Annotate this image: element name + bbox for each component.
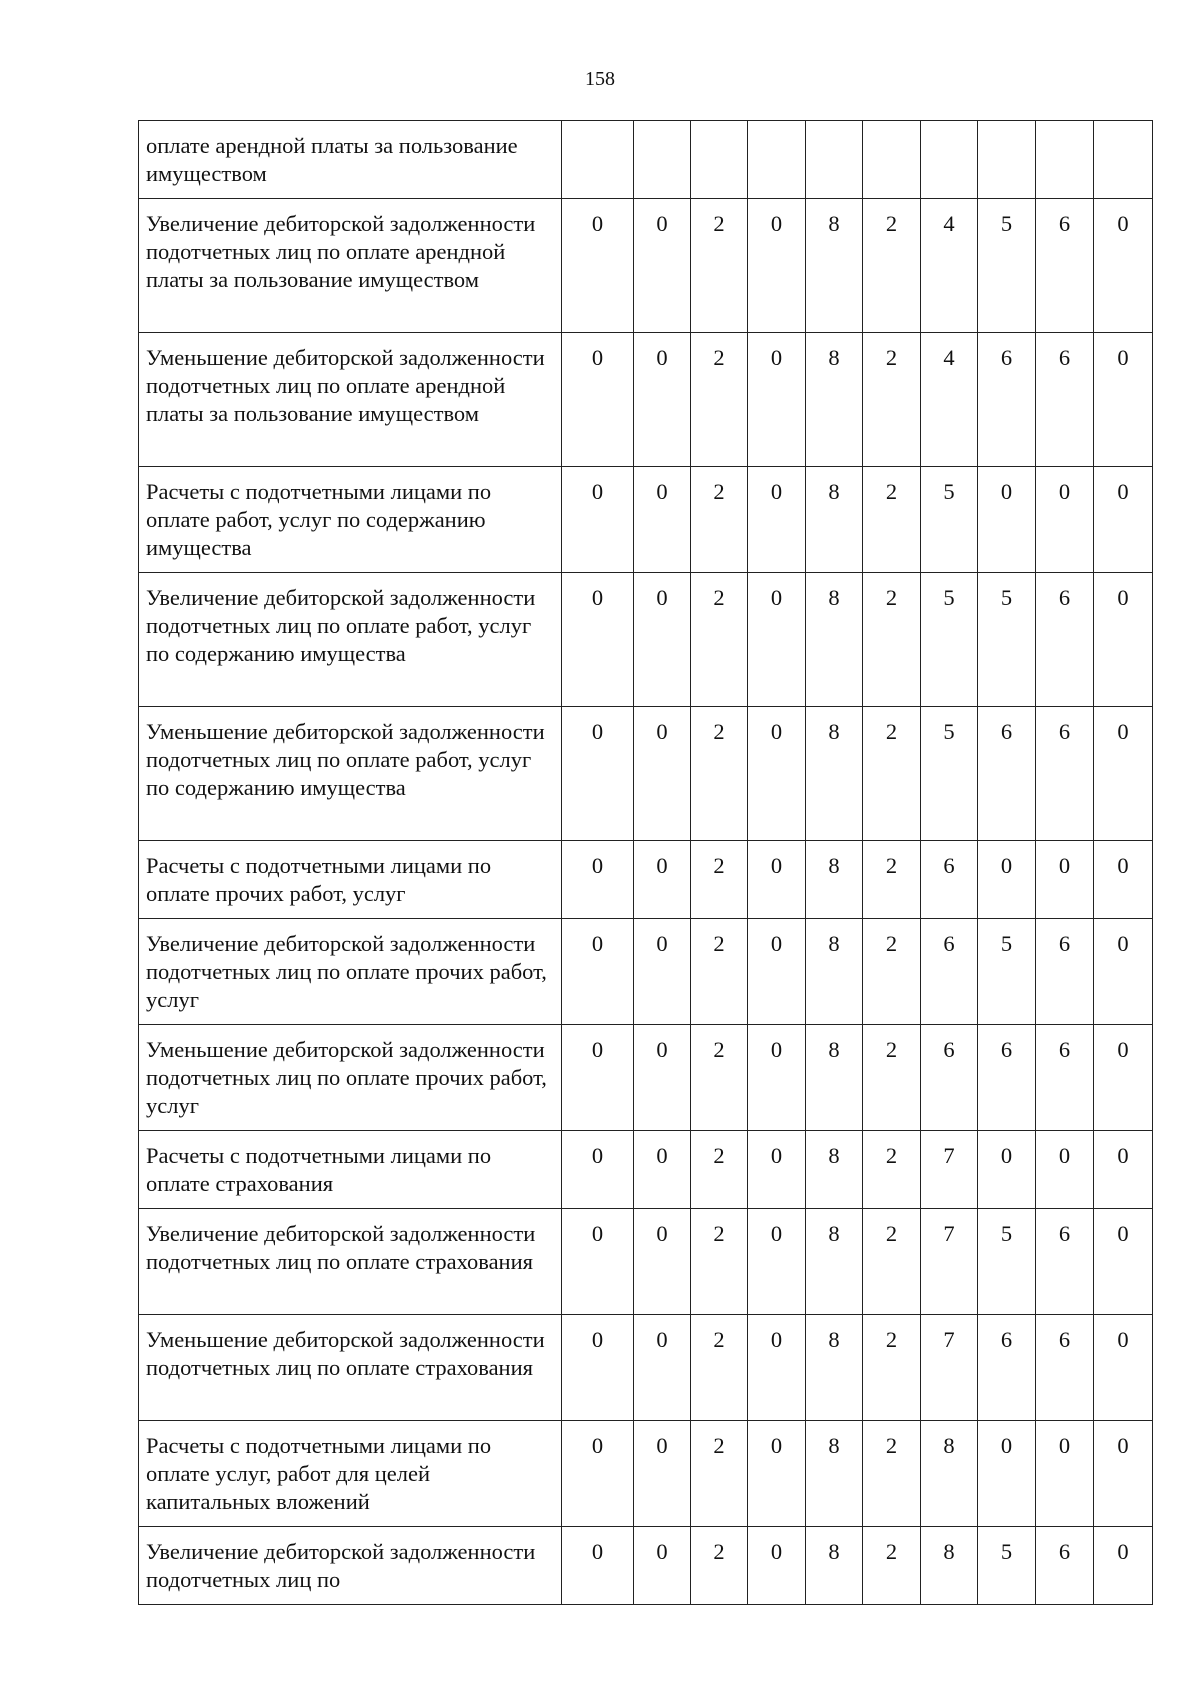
code-digit-cell: 2	[863, 333, 921, 467]
table-row	[139, 467, 1153, 573]
code-digit-cell: 2	[691, 1421, 748, 1527]
code-digit-cell: 7	[921, 1315, 978, 1421]
code-digit-cell: 2	[863, 707, 921, 841]
code-digit-cell: 2	[691, 333, 748, 467]
table-row	[139, 1421, 1153, 1527]
code-digit-cell: 0	[634, 1131, 691, 1209]
code-digit-cell: 0	[748, 1315, 806, 1421]
row-label: оплате арендной платы за пользование имуществом	[139, 121, 562, 199]
code-digit-cell: 8	[806, 1421, 863, 1527]
code-digit-cell: 0	[562, 707, 634, 841]
code-digit-cell: 0	[748, 1131, 806, 1209]
row-label: Расчеты с подотчетными лицами по оплате страхования	[139, 1131, 562, 1209]
code-digit-cell: 0	[1094, 1131, 1153, 1209]
code-digit-cell: 5	[921, 707, 978, 841]
code-digit-cell: 0	[1094, 707, 1153, 841]
code-digit-cell: 5	[978, 199, 1036, 333]
table-row	[139, 333, 1153, 467]
code-digit-cell: 0	[1036, 467, 1094, 573]
code-digit-cell: 0	[634, 919, 691, 1025]
code-digit-cell: 8	[806, 1527, 863, 1605]
code-digit-cell	[691, 121, 748, 199]
code-digit-cell: 2	[691, 1209, 748, 1315]
account-codes-table	[138, 120, 1153, 1605]
code-digit-cell: 0	[634, 841, 691, 919]
row-label: Увеличение дебиторской задолженности подотчетных лиц по оплате работ, услуг по содержанию имущества	[139, 573, 562, 707]
code-digit-cell: 0	[562, 1209, 634, 1315]
code-digit-cell: 2	[691, 1131, 748, 1209]
row-label: Увеличение дебиторской задолженности подотчетных лиц по оплате страхования	[139, 1209, 562, 1315]
code-digit-cell: 0	[1036, 841, 1094, 919]
code-digit-cell: 0	[748, 707, 806, 841]
code-digit-cell: 2	[691, 467, 748, 573]
row-label: Увеличение дебиторской задолженности подотчетных лиц по оплате прочих работ, услуг	[139, 919, 562, 1025]
code-digit-cell: 0	[748, 841, 806, 919]
code-digit-cell: 0	[634, 1421, 691, 1527]
code-digit-cell: 8	[806, 1315, 863, 1421]
code-digit-cell: 2	[863, 1025, 921, 1131]
table-row	[139, 121, 1153, 199]
code-digit-cell: 5	[921, 467, 978, 573]
code-digit-cell: 6	[1036, 333, 1094, 467]
code-digit-cell: 6	[978, 707, 1036, 841]
code-digit-cell: 6	[921, 841, 978, 919]
code-digit-cell: 2	[863, 1209, 921, 1315]
code-digit-cell: 0	[1094, 1025, 1153, 1131]
code-digit-cell: 2	[863, 467, 921, 573]
code-digit-cell: 0	[748, 1421, 806, 1527]
code-digit-cell: 0	[562, 1421, 634, 1527]
code-digit-cell: 0	[1094, 199, 1153, 333]
table-row	[139, 1315, 1153, 1421]
row-label: Расчеты с подотчетными лицами по оплате прочих работ, услуг	[139, 841, 562, 919]
table-row	[139, 1209, 1153, 1315]
code-digit-cell: 2	[691, 919, 748, 1025]
code-digit-cell: 0	[562, 573, 634, 707]
code-digit-cell: 6	[921, 919, 978, 1025]
code-digit-cell: 0	[562, 199, 634, 333]
code-digit-cell: 0	[1036, 1131, 1094, 1209]
code-digit-cell: 0	[634, 199, 691, 333]
code-digit-cell: 0	[748, 333, 806, 467]
table-row	[139, 199, 1153, 333]
code-digit-cell: 0	[634, 573, 691, 707]
code-digit-cell: 8	[806, 919, 863, 1025]
code-digit-cell: 2	[863, 919, 921, 1025]
code-digit-cell: 0	[562, 1527, 634, 1605]
code-digit-cell: 0	[748, 573, 806, 707]
row-label: Уменьшение дебиторской задолженности подотчетных лиц по оплате работ, услуг по содержанию имущества	[139, 707, 562, 841]
code-digit-cell: 0	[634, 333, 691, 467]
code-digit-cell: 5	[978, 1209, 1036, 1315]
code-digit-cell: 0	[562, 1131, 634, 1209]
code-digit-cell: 8	[921, 1527, 978, 1605]
code-digit-cell	[806, 121, 863, 199]
code-digit-cell	[1036, 121, 1094, 199]
code-digit-cell: 0	[1094, 467, 1153, 573]
code-digit-cell: 7	[921, 1131, 978, 1209]
code-digit-cell: 0	[1094, 573, 1153, 707]
code-digit-cell: 8	[806, 841, 863, 919]
code-digit-cell: 0	[634, 1527, 691, 1605]
code-digit-cell: 6	[1036, 919, 1094, 1025]
code-digit-cell: 5	[978, 919, 1036, 1025]
table-row	[139, 707, 1153, 841]
code-digit-cell: 0	[1094, 1421, 1153, 1527]
code-digit-cell	[921, 121, 978, 199]
code-digit-cell: 6	[978, 1315, 1036, 1421]
code-digit-cell: 0	[562, 919, 634, 1025]
code-digit-cell	[1094, 121, 1153, 199]
code-digit-cell: 8	[806, 573, 863, 707]
code-digit-cell: 8	[806, 1209, 863, 1315]
code-digit-cell: 2	[691, 573, 748, 707]
code-digit-cell: 0	[634, 1209, 691, 1315]
code-digit-cell: 0	[562, 467, 634, 573]
code-digit-cell: 0	[978, 841, 1036, 919]
code-digit-cell: 6	[1036, 1025, 1094, 1131]
code-digit-cell: 8	[806, 1131, 863, 1209]
code-digit-cell: 6	[1036, 1315, 1094, 1421]
table-row	[139, 1025, 1153, 1131]
code-digit-cell: 2	[863, 841, 921, 919]
row-label: Расчеты с подотчетными лицами по оплате услуг, работ для целей капитальных вложений	[139, 1421, 562, 1527]
code-digit-cell: 0	[562, 333, 634, 467]
code-digit-cell: 0	[1094, 919, 1153, 1025]
code-digit-cell: 2	[863, 199, 921, 333]
code-digit-cell: 0	[748, 467, 806, 573]
code-digit-cell: 0	[978, 467, 1036, 573]
code-digit-cell: 6	[1036, 1209, 1094, 1315]
code-digit-cell: 0	[748, 1209, 806, 1315]
code-digit-cell: 6	[978, 1025, 1036, 1131]
code-digit-cell: 5	[978, 1527, 1036, 1605]
code-digit-cell: 2	[691, 199, 748, 333]
table-row	[139, 1131, 1153, 1209]
code-digit-cell: 0	[748, 919, 806, 1025]
code-digit-cell: 0	[1094, 333, 1153, 467]
code-digit-cell: 0	[634, 1315, 691, 1421]
code-digit-cell: 2	[863, 1527, 921, 1605]
code-digit-cell	[562, 121, 634, 199]
code-digit-cell: 0	[748, 1025, 806, 1131]
code-digit-cell	[634, 121, 691, 199]
table-row	[139, 1527, 1153, 1605]
table-row	[139, 841, 1153, 919]
code-digit-cell: 0	[748, 1527, 806, 1605]
code-digit-cell: 4	[921, 199, 978, 333]
code-digit-cell: 0	[562, 841, 634, 919]
code-digit-cell: 2	[863, 1421, 921, 1527]
code-digit-cell: 2	[863, 1131, 921, 1209]
table-body	[139, 121, 1153, 1605]
code-digit-cell: 2	[691, 1025, 748, 1131]
code-digit-cell: 0	[978, 1131, 1036, 1209]
code-digit-cell: 4	[921, 333, 978, 467]
table-row	[139, 919, 1153, 1025]
row-label: Уменьшение дебиторской задолженности подотчетных лиц по оплате страхования	[139, 1315, 562, 1421]
code-digit-cell: 2	[691, 1527, 748, 1605]
page-number: 158	[585, 68, 615, 90]
code-digit-cell: 0	[634, 707, 691, 841]
table-row	[139, 573, 1153, 707]
code-digit-cell: 0	[748, 199, 806, 333]
code-digit-cell: 0	[562, 1025, 634, 1131]
code-digit-cell: 0	[1094, 1315, 1153, 1421]
code-digit-cell	[863, 121, 921, 199]
code-digit-cell: 5	[978, 573, 1036, 707]
code-digit-cell: 0	[562, 1315, 634, 1421]
row-label: Уменьшение дебиторской задолженности подотчетных лиц по оплате прочих работ, услуг	[139, 1025, 562, 1131]
code-digit-cell: 6	[921, 1025, 978, 1131]
code-digit-cell: 2	[863, 1315, 921, 1421]
code-digit-cell: 6	[978, 333, 1036, 467]
code-digit-cell: 7	[921, 1209, 978, 1315]
code-digit-cell: 6	[1036, 707, 1094, 841]
code-digit-cell: 2	[863, 573, 921, 707]
code-digit-cell: 2	[691, 841, 748, 919]
row-label: Увеличение дебиторской задолженности подотчетных лиц по	[139, 1527, 562, 1605]
code-digit-cell: 0	[978, 1421, 1036, 1527]
code-digit-cell	[748, 121, 806, 199]
row-label: Увеличение дебиторской задолженности подотчетных лиц по оплате арендной платы за пользование имуществом	[139, 199, 562, 333]
code-digit-cell: 8	[806, 1025, 863, 1131]
row-label: Уменьшение дебиторской задолженности подотчетных лиц по оплате арендной платы за пользование имуществом	[139, 333, 562, 467]
code-digit-cell: 2	[691, 1315, 748, 1421]
code-digit-cell: 8	[806, 199, 863, 333]
code-digit-cell: 8	[806, 467, 863, 573]
code-digit-cell: 8	[921, 1421, 978, 1527]
code-digit-cell: 0	[1094, 1209, 1153, 1315]
code-digit-cell: 0	[634, 467, 691, 573]
code-digit-cell	[978, 121, 1036, 199]
code-digit-cell: 6	[1036, 573, 1094, 707]
code-digit-cell: 8	[806, 707, 863, 841]
code-digit-cell: 8	[806, 333, 863, 467]
code-digit-cell: 5	[921, 573, 978, 707]
code-digit-cell: 0	[1094, 841, 1153, 919]
code-digit-cell: 0	[634, 1025, 691, 1131]
code-digit-cell: 0	[1094, 1527, 1153, 1605]
code-digit-cell: 6	[1036, 1527, 1094, 1605]
code-digit-cell: 2	[691, 707, 748, 841]
code-digit-cell: 6	[1036, 199, 1094, 333]
row-label: Расчеты с подотчетными лицами по оплате работ, услуг по содержанию имущества	[139, 467, 562, 573]
code-digit-cell: 0	[1036, 1421, 1094, 1527]
